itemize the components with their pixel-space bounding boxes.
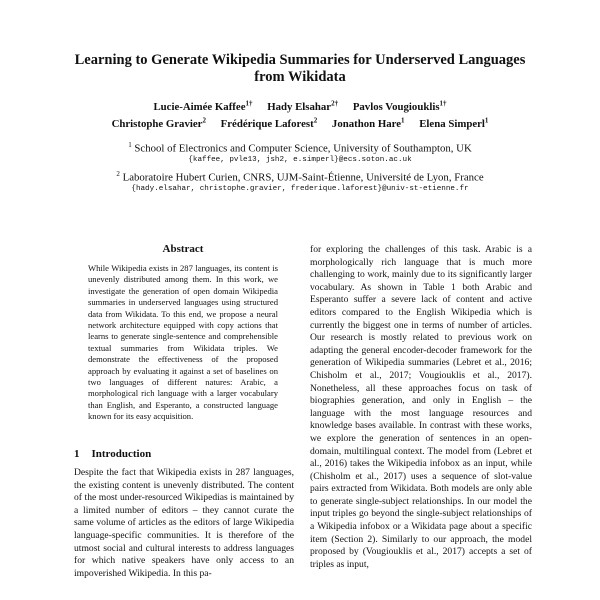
- author: Lucie-Aimée Kaffee$^{1\dagger}$: [153, 99, 253, 113]
- author-line-2: [40, 114, 560, 132]
- affiliation-1: $^1$ School of Electronics and Computer Science, University of Southampton, UK: [128, 141, 472, 155]
- author: Hady Elsahar$^{2\dagger}$: [267, 99, 339, 113]
- affiliation-1-email: {kaffee, pvle13, jsh2, e.simperl}@ecs.soton.ac.uk: [188, 156, 412, 164]
- abstract-heading: Abstract: [162, 243, 204, 255]
- author-line-1: [40, 96, 560, 114]
- abstract-text: While Wikipedia exists in 287 languages, its content is unevenly distributed among them. In this work, we investigate the generation of open domain Wikipedia summaries in underserved languages using structured data from Wikidata. To this end, we propose a neural network architecture equipped with copy actions that learns to generate single-sentence and comprehensible textual summaries from Wikidata triples. We demonstrate the effectiveness of the proposed approach by evaluating it against a set of baselines on two languages of different natures: Arabic, a morphological rich language with a larger vocabulary than English, and Esperanto, a constructed language known for its easy acquisition.: [88, 263, 278, 422]
- author-list: [40, 96, 560, 131]
- introduction-text: Despite the fact that Wikipedia exists in 287 languages, the existing content is unevenly distributed. The content of the most under-resourced Wikipedias is maintained by a limited number of editors – they cannot curate the same volume of articles as the editors of large Wikipedia language-specific communities. It is therefore of the utmost social and cultural interests to address languages for which native speakers have only access to an impoverished Wikipedia. In this pa-: [74, 467, 294, 579]
- section-heading-introduction: 1 Introduction: [74, 448, 152, 460]
- affiliation-2-email: {hady.elsahar, christophe.gravier, frederique.laforest}@univ-st-etienne.fr: [131, 185, 469, 193]
- author: Jonathon Hare$^1$: [331, 116, 405, 131]
- paper-title: Learning to Generate Wikipedia Summaries for Underserved Languages from Wikidata: [74, 52, 526, 85]
- author: Frédérique Laforest$^2$: [220, 116, 318, 131]
- affiliation-2: $^2$ Laboratoire Hubert Curien, CNRS, UJM-Saint-Étienne, Université de Lyon, France: [116, 170, 484, 184]
- author: Christophe Gravier$^2$: [111, 116, 206, 131]
- right-column-text: for exploring the challenges of this task. Arabic is a morphologically rich language that is much more challenging to work, mainly due to its significantly larger vocabulary. As shown in Table 1 both Arabic and Esperanto suffer a severe lack of content and active editors compared to the English Wikipedia which is currently the biggest one in terms of number of articles. Our research is mostly related to previous work on adapting the general encoder-decoder framework for the generation of Wikipedia summaries (Lebret et al., 2016; Chisholm et al., 2017; Vougiouklis et al., 2017). Nonetheless, all these approaches focus on task of biographies generation, and only in English – the language with the most language resources and knowledge bases available. In contrast with these works, we explore the generation of sentences in an open-domain, multilingual context. The model from (Lebret et al., 2016) takes the Wikipedia infobox as an input, while (Chisholm et al., 2017) uses a sequence of slot-value pairs extracted from Wikidata. Both models are only able to generate single-subject relationships. In our model the input triples go beyond the single-subject relationships of a Wikipedia infobox or a Wikidata page about a specific item (Section 2). Similarly to our approach, the model proposed by (Vougiouklis et al., 2017) accepts a set of triples as input,: [310, 244, 532, 570]
- author: Pavlos Vougiouklis$^{1\dagger}$: [352, 99, 447, 113]
- author: Elena Simperl$^1$: [419, 116, 489, 131]
